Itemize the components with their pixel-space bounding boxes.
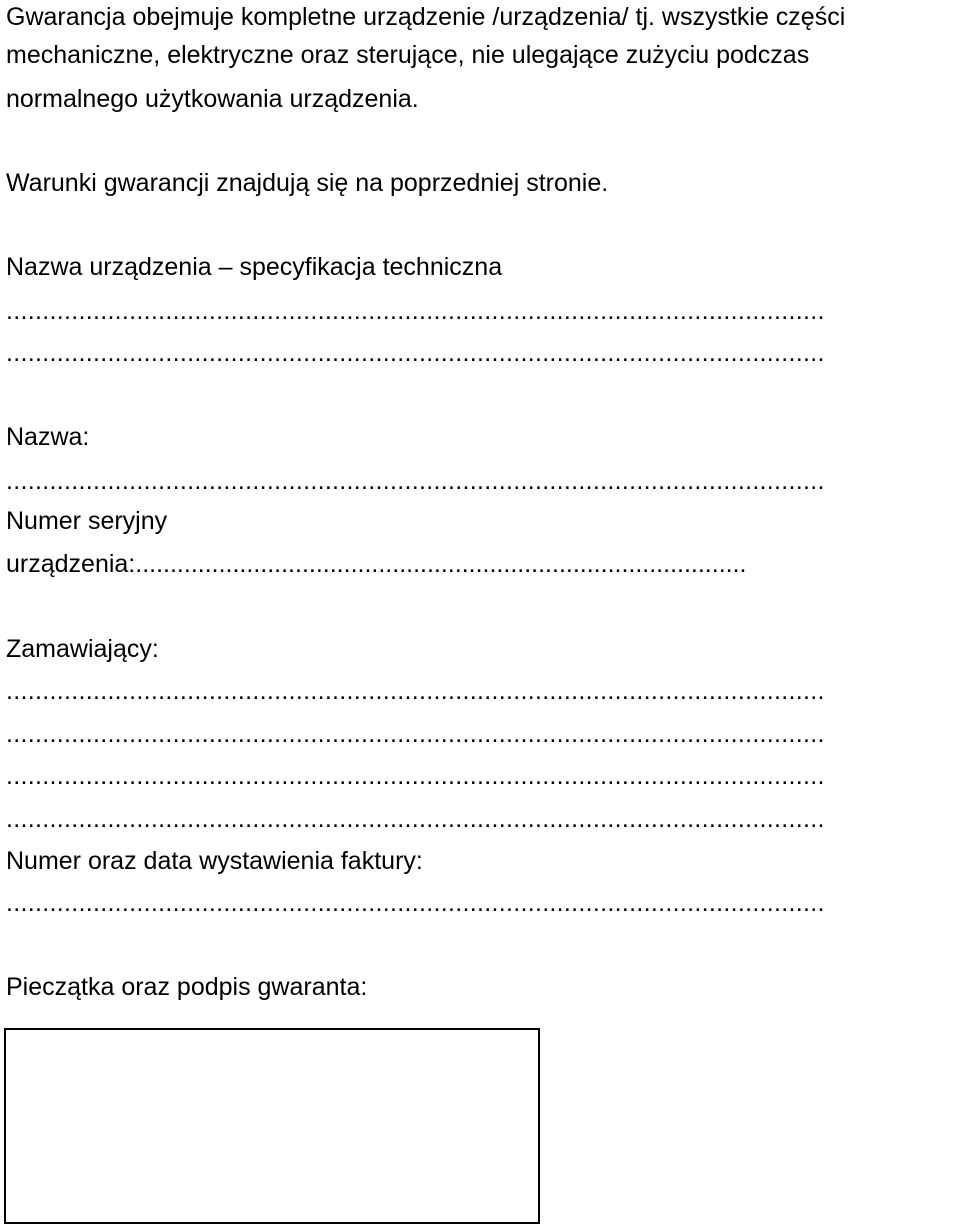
stamp-label: Pieczątka oraz podpis gwaranta: (6, 973, 368, 1001)
ordering-party-field-1[interactable]: ................................................................................................................. (6, 677, 825, 705)
ordering-party-field-3[interactable]: ................................................................................................................. (6, 762, 825, 790)
invoice-field[interactable]: ................................................................................................................. (6, 889, 825, 917)
warranty-text-line-1: Gwarancja obejmuje kompletne urządzenie /urządzenia/ tj. wszystkie części (6, 3, 846, 31)
device-spec-label: Nazwa urządzenia – specyfikacja techniczna (6, 253, 503, 281)
serial-number-label: Numer seryjny (6, 507, 168, 535)
warranty-text-line-3: normalnego użytkowania urządzenia. (6, 85, 419, 113)
stamp-signature-box[interactable] (4, 1028, 540, 1224)
warranty-terms-note: Warunki gwarancji znajdują się na poprzedniej stronie. (6, 169, 609, 197)
ordering-party-label: Zamawiający: (6, 635, 159, 663)
device-spec-field-1[interactable]: ................................................................................................................. (6, 297, 825, 325)
invoice-label: Numer oraz data wystawienia faktury: (6, 847, 423, 875)
device-spec-field-2[interactable]: ................................................................................................................. (6, 339, 825, 367)
device-name-field[interactable]: ................................................................................................................. (6, 467, 825, 495)
serial-number-field[interactable]: urządzenia:........................................................................................ (6, 550, 747, 578)
device-name-label: Nazwa: (6, 423, 90, 451)
warranty-text-line-2: mechaniczne, elektryczne oraz sterujące, nie ulegające zużyciu podczas (6, 41, 810, 69)
ordering-party-field-4[interactable]: ................................................................................................................. (6, 805, 825, 833)
ordering-party-field-2[interactable]: ................................................................................................................. (6, 720, 825, 748)
